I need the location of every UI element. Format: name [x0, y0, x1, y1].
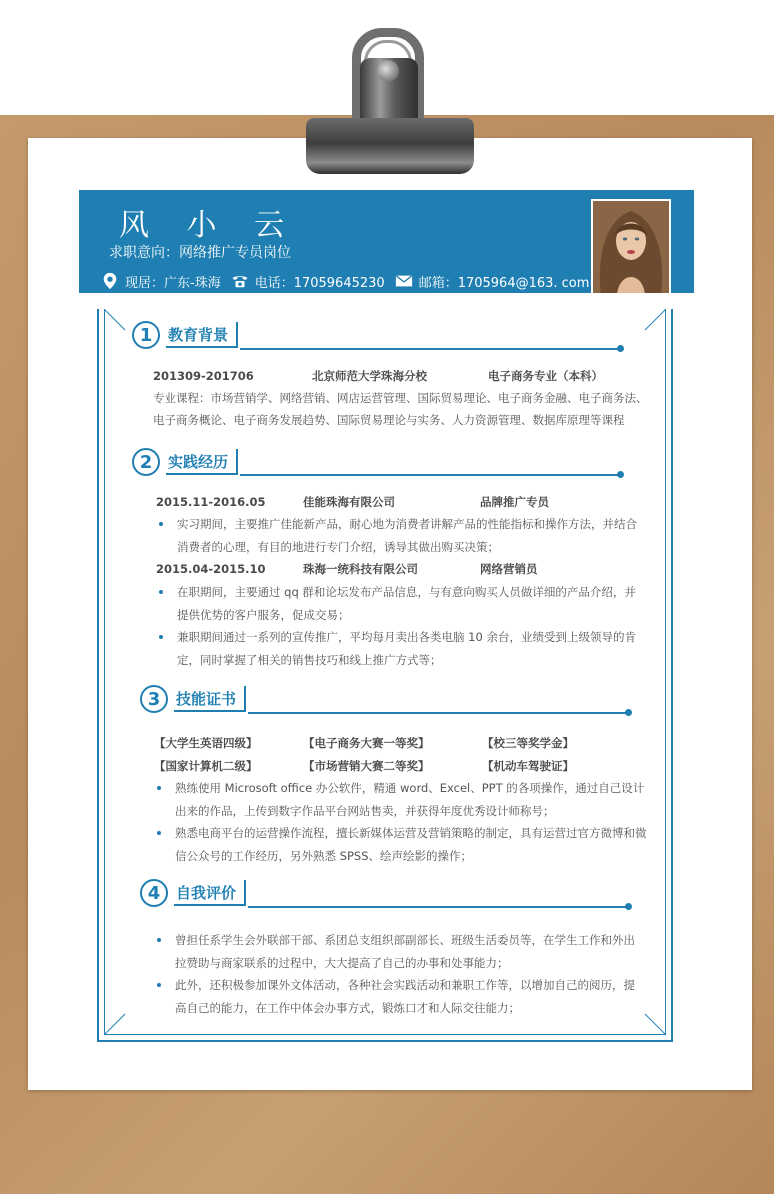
section-number: 2 [132, 448, 160, 476]
bullet-dot [159, 635, 163, 639]
skill-bullet-line: 出来的作品，上传到数字作品平台网站售卖，并获得年度优秀设计师称号； [175, 804, 555, 818]
job-role: 品牌推广专员 [480, 495, 549, 509]
cert-item: 【市场营销大赛二等奖】 [303, 759, 430, 773]
edu-major: 电子商务专业（本科） [488, 369, 603, 383]
phone-icon [231, 272, 249, 290]
contact-mail [395, 272, 590, 291]
location-icon [101, 272, 119, 290]
contact-phone-text: 电话：17059645230 [254, 275, 385, 291]
job-date: 2015.11-2016.05 [156, 495, 266, 509]
self-bullet-line: 拉赞助与商家联系的过程中，大大提高了自己的办事和处事能力； [175, 956, 509, 970]
mail-icon [395, 272, 413, 290]
job-bullet-line: 消费者的心理，有目的地进行专门介绍，诱导其做出购买决策； [177, 540, 499, 554]
section-number: 1 [132, 321, 160, 349]
edu-courses-line: 电子商务概论、电子商务发展趋势、国际贸易理论与实务、人力资源管理、数据库原理等课程 [153, 413, 625, 427]
self-bullet-line: 此外，还积极参加课外文体活动，各种社会实践活动和兼职工作等，以增加自己的阅历，提 [175, 978, 635, 992]
cert-item: 【校三等奖学金】 [482, 736, 574, 750]
job-company: 佳能珠海有限公司 [303, 495, 395, 509]
edu-date: 201309-201706 [153, 369, 254, 383]
job-bullet-line: 兼职期间通过一系列的宣传推广，平均每月卖出各类电脑 10 余台，业绩受到上级领导的肯 [177, 630, 636, 644]
bullet-dot [157, 831, 161, 835]
portrait-image [593, 201, 669, 295]
skill-bullet-line: 熟练使用 Microsoft office 办公软件，精通 word、Excel、PPT 的各项操作，通过自己设计 [175, 781, 645, 795]
section-title: 技能证书 [174, 686, 246, 712]
edu-school: 北京师范大学珠海分校 [312, 369, 427, 383]
job-bullet-line: 在职期间，主要通过 qq 群和论坛发布产品信息，与有意向购买人员做详细的产品介绍，并 [177, 585, 636, 599]
edu-courses-line: 专业课程：市场营销学、网络营销、网店运营管理、国际贸易理论、电子商务金融、电子商务法、 [153, 391, 648, 405]
section-rule [240, 474, 620, 476]
job-date: 2015.04-2015.10 [156, 562, 266, 576]
section-number: 4 [140, 879, 168, 907]
job-bullet-line: 实习期间，主要推广佳能新产品，耐心地为消费者讲解产品的性能指标和操作方法，并结合 [177, 517, 637, 531]
section-rule-dot [617, 345, 624, 352]
resume-header [79, 190, 694, 309]
skill-bullet-line: 信公众号的工作经历，另外熟悉 SPSS、绘声绘影的操作； [175, 849, 472, 863]
section-rule-dot [625, 903, 632, 910]
job-intent: 求职意向：网络推广专员岗位 [109, 245, 291, 261]
job-bullet-line: 提供优势的客户服务，促成交易； [177, 608, 350, 622]
profile-photo [591, 199, 671, 297]
section-rule [248, 712, 628, 714]
section-rule [248, 906, 628, 908]
job-role: 网络营销员 [480, 562, 538, 576]
bullet-dot [157, 983, 161, 987]
bullet-dot [157, 786, 161, 790]
section-rule [240, 348, 620, 350]
section-rule-dot [617, 471, 624, 478]
binder-clip-body [306, 118, 474, 174]
section-title: 教育背景 [166, 322, 238, 348]
cert-item: 【电子商务大赛一等奖】 [303, 736, 430, 750]
section-self-heading [140, 879, 640, 909]
job-bullet-line: 定，同时掌握了相关的销售技巧和线上推广方式等； [177, 653, 442, 667]
cert-item: 【大学生英语四级】 [154, 736, 258, 750]
binder-clip-rivet [377, 60, 399, 82]
cert-item: 【机动车驾驶证】 [482, 759, 574, 773]
self-bullet-line: 高自己的能力，在工作中体会办事方式，锻炼口才和人际交往能力； [175, 1001, 520, 1015]
section-skills-heading [140, 685, 640, 715]
bullet-dot [159, 522, 163, 526]
candidate-name: 风 小 云 [119, 208, 299, 243]
job-company: 珠海一统科技有限公司 [303, 562, 418, 576]
section-number: 3 [140, 685, 168, 713]
section-title: 实践经历 [166, 449, 238, 475]
contact-location [101, 272, 221, 291]
contact-phone [231, 272, 385, 291]
section-education-heading [132, 321, 632, 351]
section-title: 自我评价 [174, 880, 246, 906]
section-rule-dot [625, 709, 632, 716]
cert-item: 【国家计算机二级】 [154, 759, 258, 773]
contact-bar [101, 270, 599, 292]
self-bullet-line: 曾担任系学生会外联部干部、系团总支组织部副部长、班级生活委员等，在学生工作和外出 [175, 933, 635, 947]
bullet-dot [157, 938, 161, 942]
skill-bullet-line: 熟悉电商平台的运营操作流程，擅长新媒体运营及营销策略的制定，具有运营过官方微博和微 [175, 826, 647, 840]
contact-location-text: 现居：广东-珠海 [125, 275, 221, 291]
bullet-dot [159, 590, 163, 594]
contact-mail-text: 邮箱：1705964@163. com [418, 275, 590, 291]
